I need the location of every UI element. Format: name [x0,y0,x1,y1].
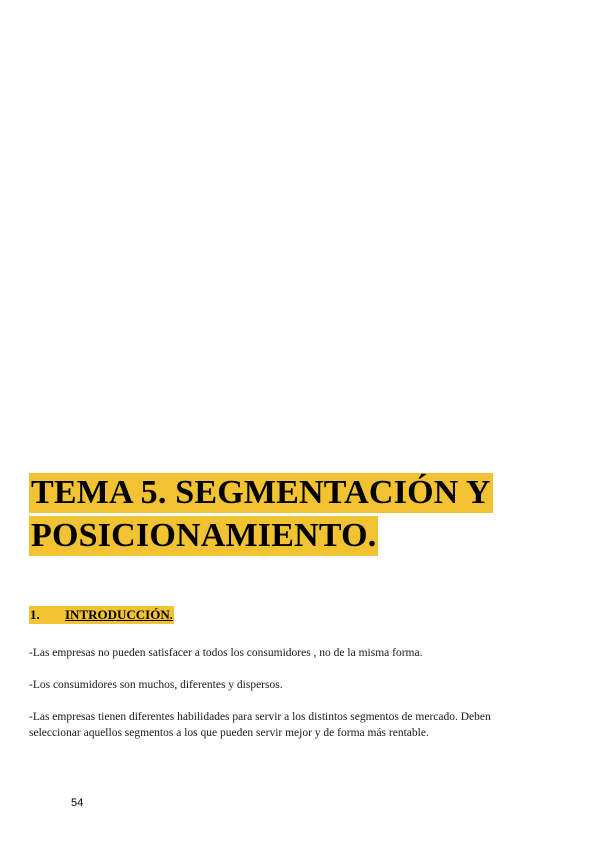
section-heading [29,606,174,624]
page-number: 54 [71,797,84,809]
section-title: INTRODUCCIÓN. [65,607,173,622]
paragraph-3: -Las empresas tienen diferentes habilidades para servir a los distintos segmentos de mercado. Deben seleccionar aquellos segmentos a los que pueden servir mejor y de forma más rentable. [29,711,491,739]
paragraph-2: -Los consumidores son muchos, diferentes y dispersos. [29,679,283,691]
title-line-2: POSICIONAMIENTO. [31,517,377,554]
section-number: 1. [30,607,40,622]
paragraph-1: -Las empresas no pueden satisfacer a todos los consumidores , no de la misma forma. [29,647,423,659]
title-line-1: TEMA 5. SEGMENTACIÓN Y [31,474,491,511]
